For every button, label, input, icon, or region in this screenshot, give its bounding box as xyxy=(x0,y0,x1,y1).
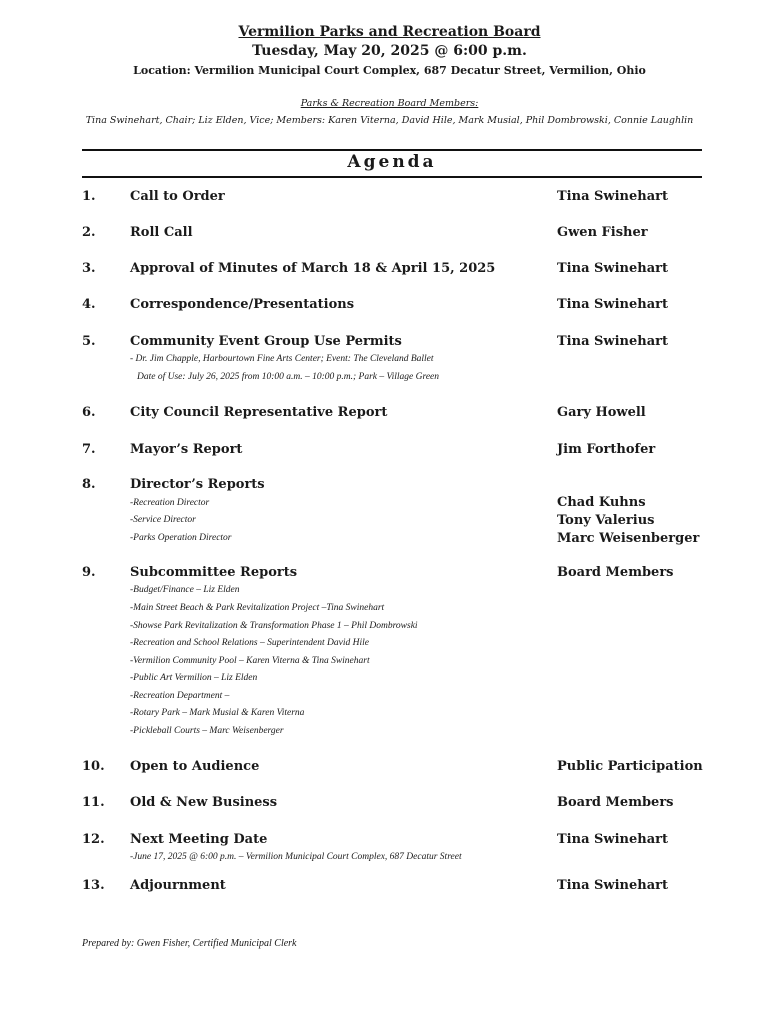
item-detail: Date of Use: July 26, 2025 from 10:00 a.m. – 10:00 p.m.; Park – Village Green xyxy=(137,372,440,382)
item-presenter: Tony Valerius xyxy=(557,513,655,528)
item-presenter: Tina Swinehart xyxy=(557,832,668,847)
members-label: Parks & Recreation Board Members: xyxy=(300,98,479,109)
item-presenter: Tina Swinehart xyxy=(557,878,668,893)
item-label: Roll Call xyxy=(130,225,193,240)
item-presenter: Board Members xyxy=(557,795,674,810)
item-detail: -Main Street Beach & Park Revitalization Project –Tina Swinehart xyxy=(130,603,385,613)
item-presenter: Gwen Fisher xyxy=(557,225,648,240)
item-number: 4. xyxy=(82,297,96,312)
item-detail: -Service Director xyxy=(130,515,196,525)
item-detail: -Rotary Park – Mark Musial & Karen Viterna xyxy=(130,708,305,718)
item-number: 1. xyxy=(82,189,96,204)
item-presenter: Public Participation xyxy=(557,759,703,774)
meeting-date: Tuesday, May 20, 2025 @ 6:00 p.m. xyxy=(252,43,527,59)
item-presenter: Tina Swinehart xyxy=(557,261,668,276)
item-label: Approval of Minutes of March 18 & April 15, 2025 xyxy=(130,261,496,276)
item-label: Director’s Reports xyxy=(130,477,265,492)
item-detail: -Recreation and School Relations – Superintendent David Hile xyxy=(130,638,369,648)
item-detail: -Public Art Vermilion – Liz Elden xyxy=(130,673,258,683)
board-title: Vermilion Parks and Recreation Board xyxy=(238,24,541,40)
members-list: Tina Swinehart, Chair; Liz Elden, Vice; Members: Karen Viterna, David Hile, Mark Musial, Phil Dombrowski, Connie Laughlin xyxy=(85,115,694,126)
item-number: 6. xyxy=(82,405,96,420)
item-presenter: Marc Weisenberger xyxy=(557,531,700,546)
item-number: 5. xyxy=(82,334,96,349)
item-presenter: Gary Howell xyxy=(557,405,646,420)
item-detail: -Vermilion Community Pool – Karen Viterna & Tina Swinehart xyxy=(130,656,370,666)
agenda-divider xyxy=(82,176,702,178)
item-detail: -Pickleball Courts – Marc Weisenberger xyxy=(130,726,284,736)
item-label: Adjournment xyxy=(130,878,226,893)
item-detail: - Dr. Jim Chapple, Harbourtown Fine Arts Center; Event: The Cleveland Ballet xyxy=(130,354,434,364)
item-number: 10. xyxy=(82,759,105,774)
item-label: Correspondence/Presentations xyxy=(130,297,355,312)
item-detail: -June 17, 2025 @ 6:00 p.m. – Vermilion Municipal Court Complex, 687 Decatur Street xyxy=(130,852,462,862)
item-number: 7. xyxy=(82,442,96,457)
item-presenter: Jim Forthofer xyxy=(557,442,656,457)
item-presenter: Tina Swinehart xyxy=(557,334,668,349)
item-detail: -Parks Operation Director xyxy=(130,533,232,543)
item-label: Old & New Business xyxy=(130,795,278,810)
meeting-location: Location: Vermilion Municipal Court Complex, 687 Decatur Street, Vermilion, Ohio xyxy=(133,64,646,77)
top-divider xyxy=(82,149,702,151)
prepared-by: Prepared by: Gwen Fisher, Certified Municipal Clerk xyxy=(82,938,297,949)
item-label: Open to Audience xyxy=(130,759,260,774)
item-detail: -Recreation Department – xyxy=(130,691,230,701)
item-presenter: Board Members xyxy=(557,565,674,580)
item-presenter: Tina Swinehart xyxy=(557,297,668,312)
item-presenter: Tina Swinehart xyxy=(557,189,668,204)
item-number: 11. xyxy=(82,795,105,810)
item-label: Next Meeting Date xyxy=(130,832,268,847)
agenda-heading: Agenda xyxy=(347,152,437,172)
item-detail: -Budget/Finance – Liz Elden xyxy=(130,585,240,595)
item-label: Community Event Group Use Permits xyxy=(130,334,402,349)
item-detail: -Recreation Director xyxy=(130,498,210,508)
item-number: 3. xyxy=(82,261,96,276)
item-label: Mayor’s Report xyxy=(130,442,243,457)
item-label: City Council Representative Report xyxy=(130,405,388,420)
item-label: Call to Order xyxy=(130,189,225,204)
item-detail: -Showse Park Revitalization & Transformation Phase 1 – Phil Dombrowski xyxy=(130,621,418,631)
item-number: 13. xyxy=(82,878,105,893)
item-number: 2. xyxy=(82,225,96,240)
item-presenter: Chad Kuhns xyxy=(557,495,646,510)
item-number: 9. xyxy=(82,565,96,580)
item-label: Subcommittee Reports xyxy=(130,565,298,580)
item-number: 8. xyxy=(82,477,96,492)
item-number: 12. xyxy=(82,832,105,847)
